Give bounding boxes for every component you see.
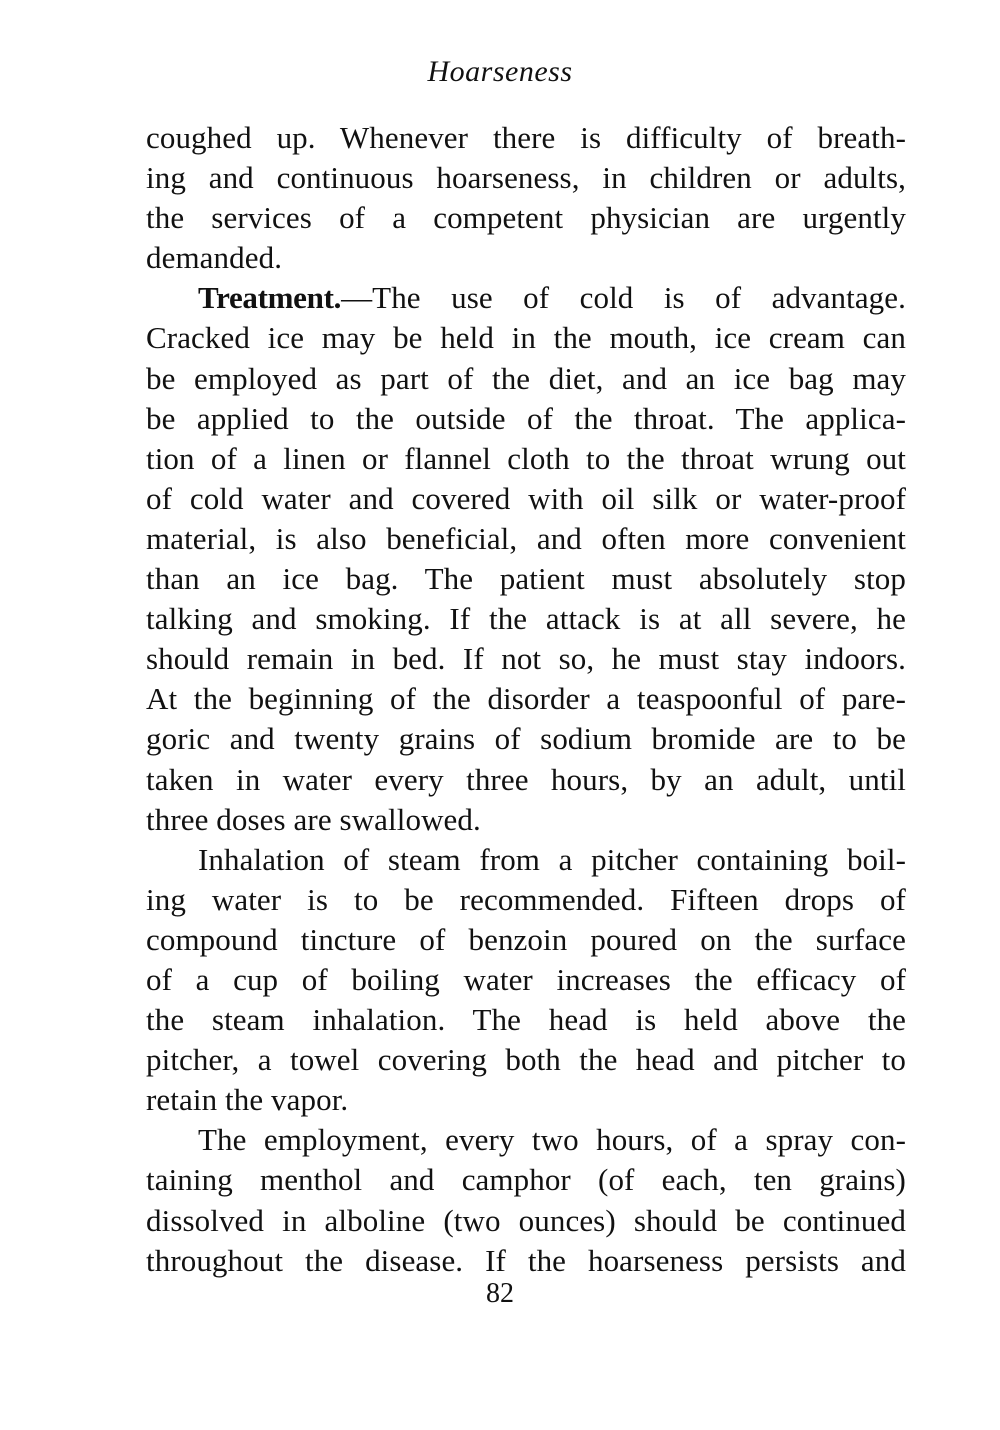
- running-head: Hoarseness: [427, 55, 573, 88]
- text-line: The employment, every two hours, of a spray con-: [198, 1122, 906, 1158]
- text-line: be applied to the outside of the throat. The applica-: [146, 400, 906, 436]
- text-line: ing and continuous hoarseness, in children or adults,: [146, 160, 906, 196]
- text-line: taining menthol and camphor (of each, ten grains): [146, 1162, 906, 1198]
- text-line: coughed up. Whenever there is difficulty of breath-: [146, 120, 906, 155]
- paragraph-treatment: [146, 278, 906, 839]
- text-line: demanded.: [146, 240, 283, 276]
- text-line: should remain in bed. If not so, he must stay indoors.: [146, 641, 906, 677]
- text-line: throughout the disease. If the hoarseness persists and: [146, 1242, 906, 1278]
- text-line: be employed as part of the diet, and an ice bag may: [146, 360, 906, 396]
- text-line: goric and twenty grains of sodium bromide are to be: [146, 721, 906, 757]
- text-line: talking and smoking. If the attack is at all severe, he: [146, 601, 906, 637]
- text-line: than an ice bag. The patient must absolutely stop: [146, 561, 906, 597]
- text-line: the steam inhalation. The head is held above the: [146, 1002, 906, 1038]
- text-line: taken in water every three hours, by an adult, until: [146, 761, 906, 797]
- body-text: [146, 118, 906, 1281]
- text-line: pitcher, a towel covering both the head and pitcher to: [146, 1042, 906, 1078]
- text-line: [146, 278, 906, 318]
- text-line: Inhalation of steam from a pitcher containing boil-: [198, 841, 906, 877]
- paragraph-spray: [146, 1120, 906, 1280]
- text-line: compound tincture of benzoin poured on the surface: [146, 921, 906, 957]
- paragraph-continuation: [146, 118, 906, 278]
- text-line: of a cup of boiling water increases the efficacy of: [146, 961, 906, 997]
- text-line: ing water is to be recommended. Fifteen drops of: [146, 881, 906, 917]
- section-lead-heading: Treatment.: [198, 280, 342, 316]
- text-line: three doses are swallowed.: [146, 801, 481, 837]
- text-line: the services of a competent physician are urgently: [146, 200, 906, 236]
- paragraph-inhalation: [146, 840, 906, 1121]
- text-line: Cracked ice may be held in the mouth, ice cream can: [146, 320, 906, 356]
- page-number: 82: [486, 1278, 514, 1309]
- text-line: At the beginning of the disorder a teaspoonful of pare-: [146, 681, 906, 717]
- text-line-rest: —The use of cold is of advantage.: [341, 280, 906, 316]
- text-line: retain the vapor.: [146, 1082, 349, 1118]
- text-line: tion of a linen or flannel cloth to the throat wrung out: [146, 440, 906, 476]
- text-line: dissolved in alboline (two ounces) should be continued: [146, 1202, 906, 1238]
- text-line: of cold water and covered with oil silk or water-proof: [146, 480, 906, 516]
- text-line: material, is also beneficial, and often more convenient: [146, 520, 906, 556]
